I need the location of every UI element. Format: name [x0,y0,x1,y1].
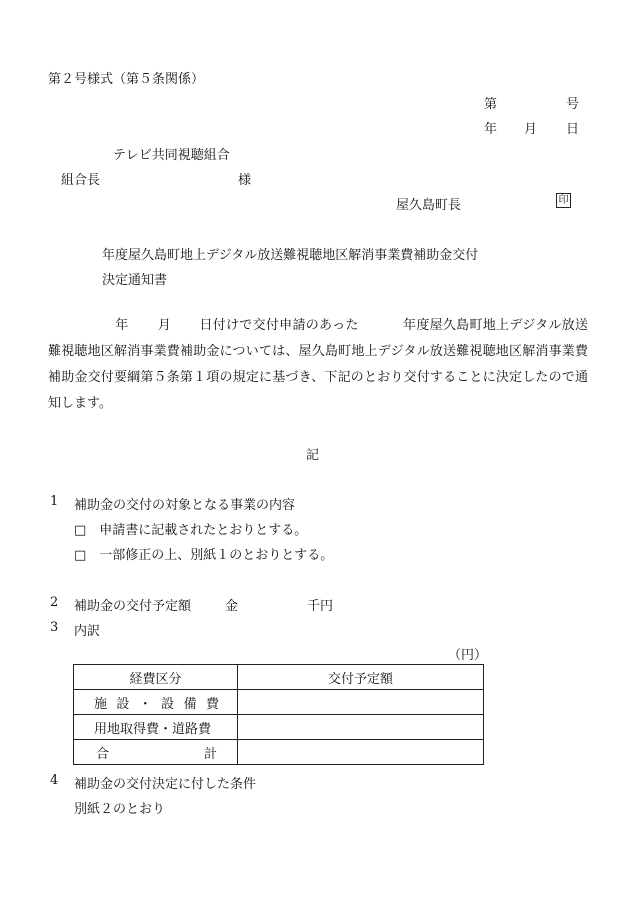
row-land-road-label [74,715,238,740]
row-land-road-amount [238,715,484,740]
item3-number: 3 [50,620,59,635]
body-month: 月 [157,318,172,333]
row-total-label [74,740,238,765]
row-label-char: 設 [116,696,130,712]
row-facility-equipment-amount [238,690,484,715]
item1-title: 補助金の交付の対象となる事業の内容 [74,498,296,513]
row-label-char: ・ [138,696,152,712]
row-label-char: 合 [96,746,110,762]
seal-mark: 印 [556,193,571,208]
honorific: 様 [238,173,252,188]
table-row [74,715,484,740]
doc-number-suffix: 号 [566,97,580,112]
subject-line1: 年度屋久島町地上デジタル放送難視聴地区解消事業費補助金交付 [102,248,479,263]
form-number: 第２号様式（第５条関係） [48,72,205,87]
row-facility-equipment-label [74,690,238,715]
item1-number: 1 [50,494,59,509]
item4-detail: 別紙２のとおり [74,802,166,817]
body-paragraph [48,313,588,417]
date-year: 年 [484,122,498,137]
doc-number-prefix: 第 [484,97,498,112]
table-unit: （円） [448,648,488,663]
item2-unit: 千円 [307,599,334,614]
header-grant-amount: 交付予定額 [238,665,484,690]
ki-heading: 記 [306,448,320,463]
item3-title: 内訳 [74,624,101,639]
item4-title: 補助金の交付決定に付した条件 [74,777,257,792]
row-label-text: 用地取得費・道路費 [94,721,212,737]
chair-title: 組合長 [61,173,101,188]
table-row [74,690,484,715]
date-day: 日 [566,122,580,137]
row-label-char: 施 [94,696,108,712]
table-row [74,740,484,765]
body-dated: 日付けで交付申請のあった [199,318,359,333]
row-label-char: 計 [203,746,217,762]
item2-number: 2 [50,595,59,610]
row-total-amount [238,740,484,765]
body-year: 年 [115,318,129,333]
item2-title: 補助金の交付予定額 [74,599,192,614]
row-label-char: 備 [183,696,197,712]
subject-line2: 決定通知書 [102,273,168,288]
association-name: テレビ共同視聴組合 [113,148,230,163]
item2-kin: 金 [225,599,239,614]
body-rest: 年度屋久島町地上デジタル放送難視聴地区解消事業費補助金については、屋久島町地上デジタル放送難視聴地区解消事業費補助金交付要綱第５条第１項の規定に基づき、下記のとおり交付することに決定したので通知します。 [48,318,588,411]
item4-number: 4 [50,773,59,788]
row-label-char: 設 [161,696,175,712]
item1-option1: □ 申請書に記載されたとおりとする。 [74,523,308,538]
row-label-char: 費 [205,696,219,712]
breakdown-table [73,664,484,765]
item1-option2: □ 一部修正の上、別紙１のとおりとする。 [74,548,334,563]
issuer-title: 屋久島町長 [396,198,462,213]
header-expense-category: 経費区分 [74,665,238,690]
date-month: 月 [524,122,538,137]
table-header-row [74,665,484,690]
